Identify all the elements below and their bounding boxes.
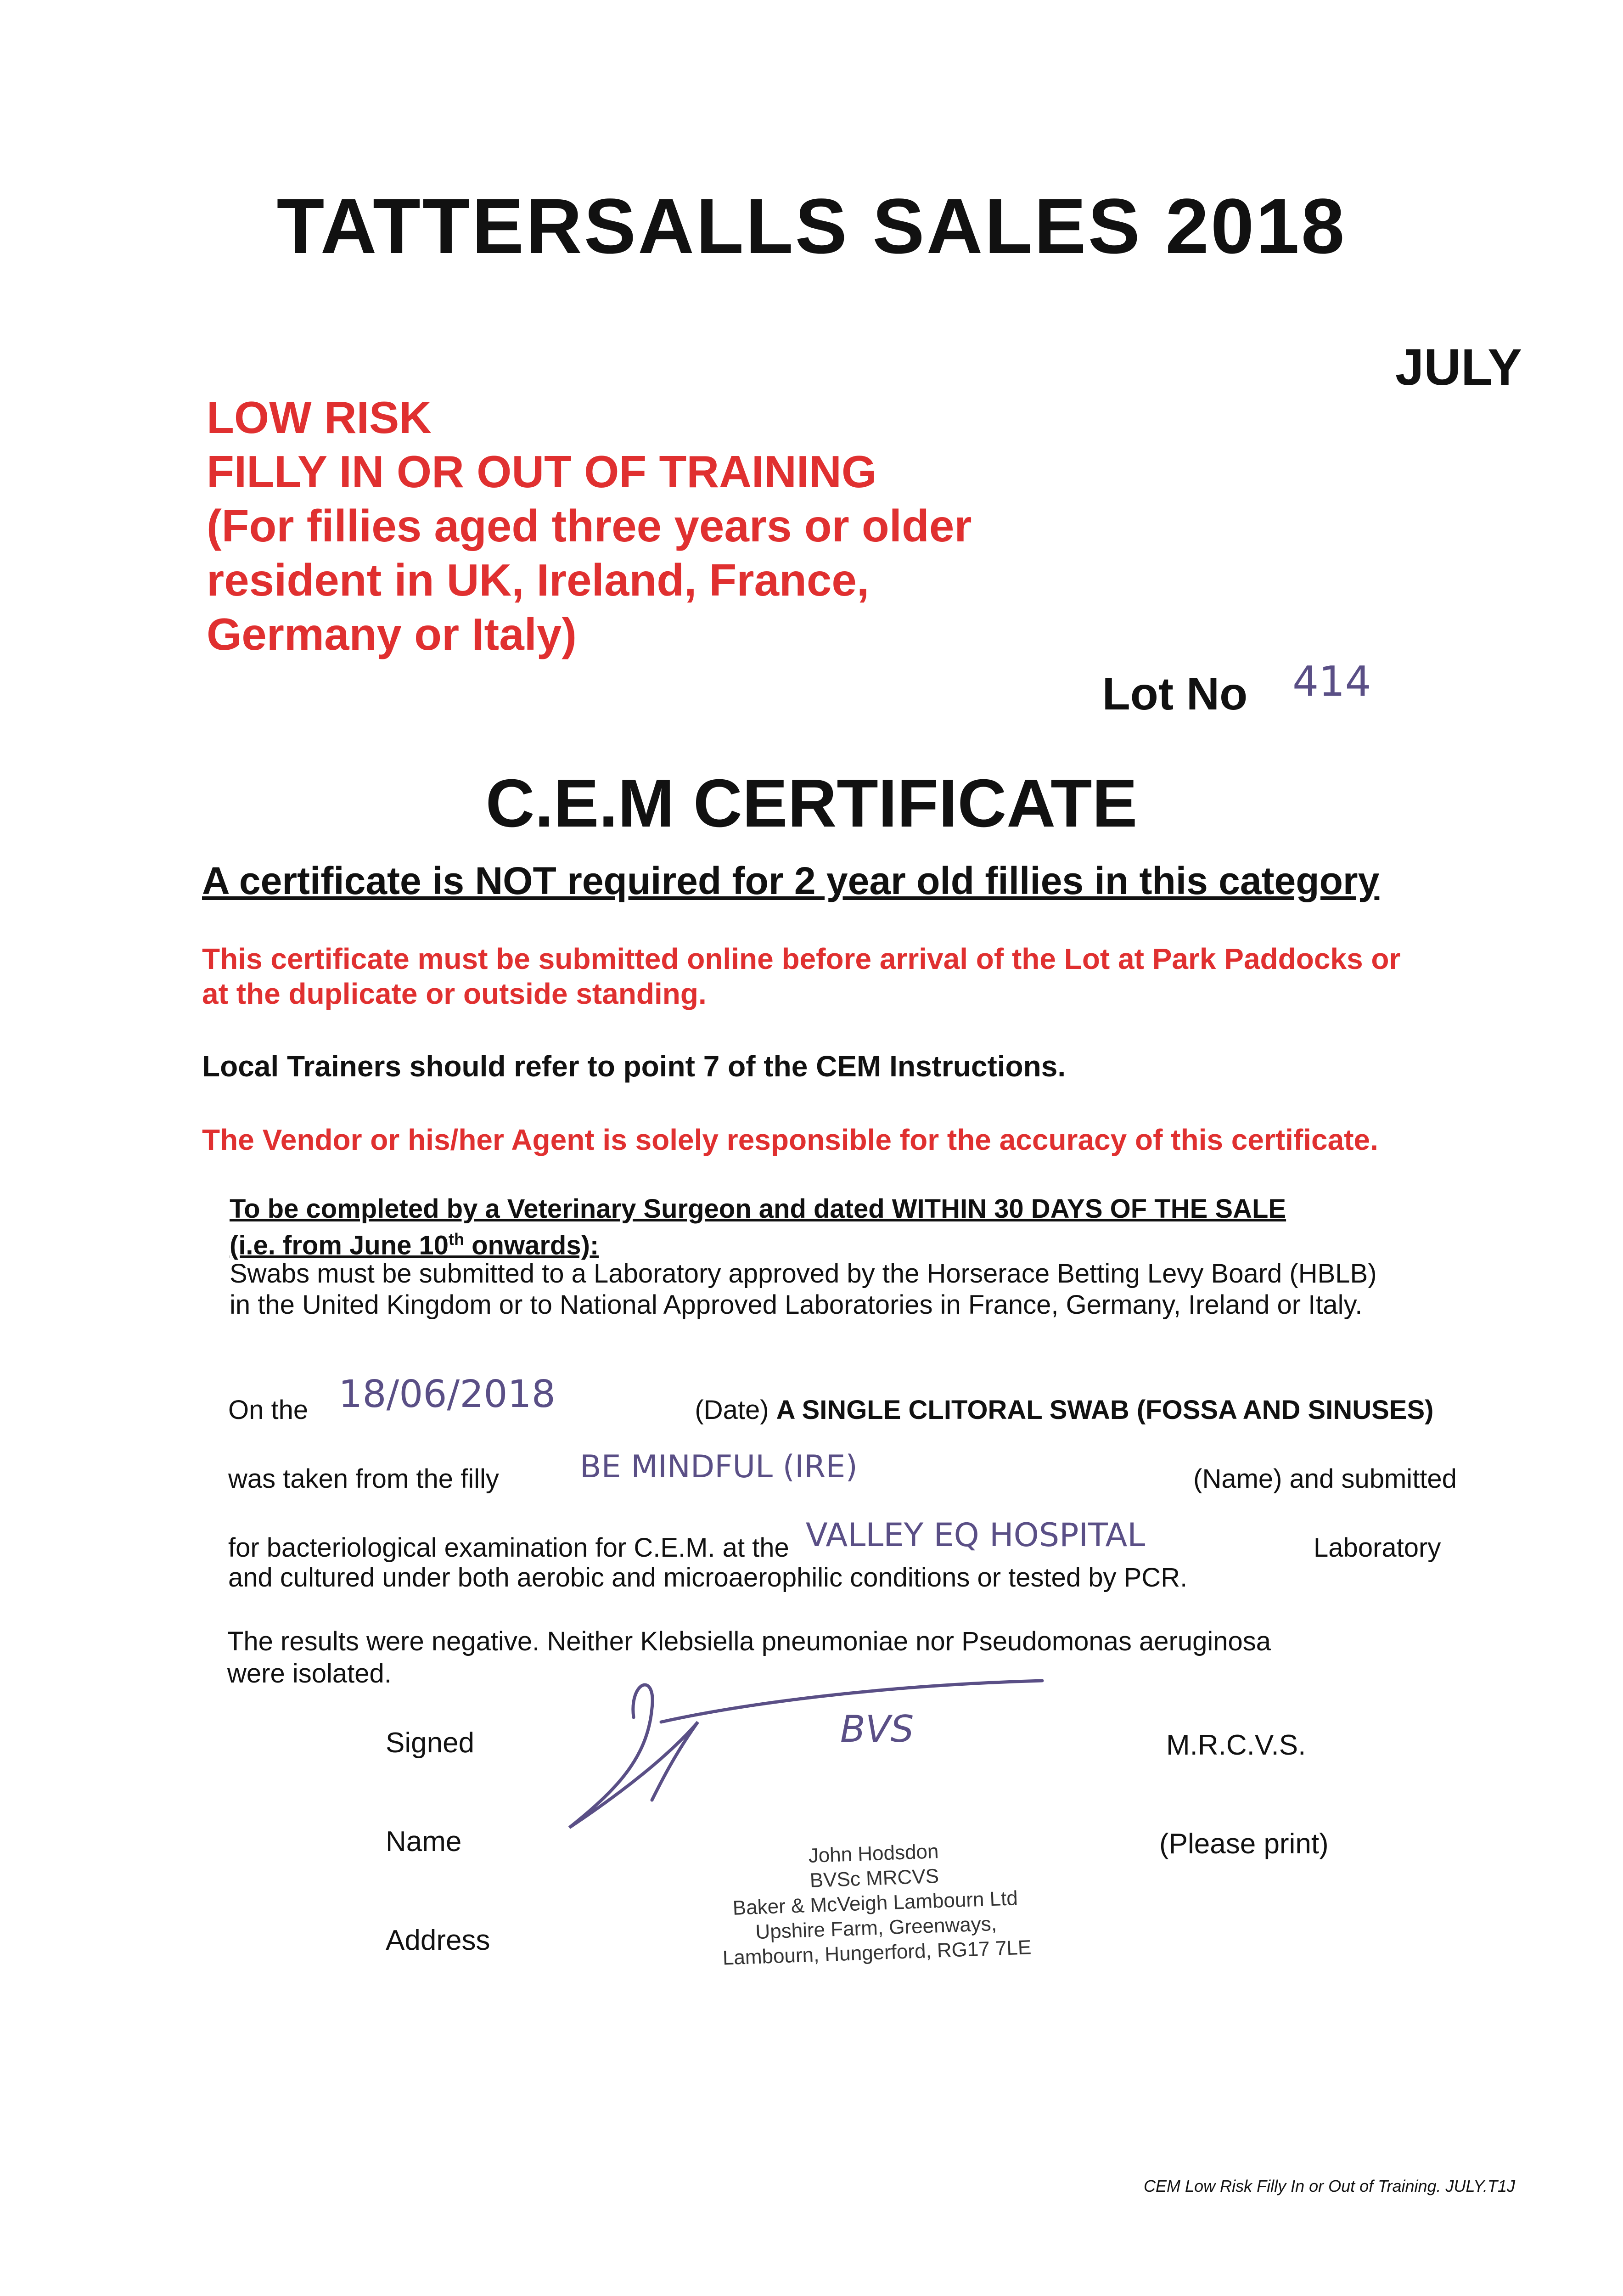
- swab-type: A SINGLE CLITORAL SWAB (FOSSA AND SINUSES): [776, 1395, 1434, 1425]
- laboratory-value: VALLEY EQ HOSPITAL: [805, 1516, 1146, 1554]
- swab-line: in the United Kingdom or to National Approved Laboratories in France, Germany, Ireland or Italy.: [230, 1290, 1363, 1320]
- category-block: [207, 390, 972, 661]
- stamp-line: Lambourn, Hungerford, RG17 7LE: [722, 1936, 1032, 1970]
- laboratory-label: Laboratory: [1314, 1533, 1441, 1563]
- vet-heading-line: (i.e. from June 10th onwards):: [230, 1230, 599, 1261]
- vet-practice-stamp: [719, 1836, 1032, 1970]
- not-required-notice: A certificate is NOT required for 2 year old fillies in this category: [202, 859, 1380, 902]
- stamp-line: Baker & McVeigh Lambourn Ltd: [732, 1887, 1018, 1919]
- submission-notice: [202, 941, 1400, 1011]
- date-field[interactable]: [315, 1373, 687, 1419]
- date-label: (Date): [695, 1395, 769, 1425]
- results-line: were isolated.: [227, 1659, 392, 1688]
- laboratory-row: [228, 1516, 1441, 1563]
- filly-name-value: BE MINDFUL (IRE): [580, 1449, 858, 1485]
- category-line: FILLY IN OR OUT OF TRAINING: [207, 446, 877, 497]
- address-label: Address: [386, 1925, 490, 1956]
- signature-initials: BVS: [840, 1708, 914, 1750]
- sale-month: JULY: [1395, 338, 1522, 396]
- taken-from-label: was taken from the filly: [228, 1464, 499, 1494]
- cultured-text: and cultured under both aerobic and microaerophilic conditions or tested by PCR.: [228, 1563, 1188, 1593]
- stamp-line: John Hodsdon: [808, 1840, 939, 1868]
- vet-heading-line: To be completed by a Veterinary Surgeon and dated WITHIN 30 DAYS OF THE SALE: [230, 1194, 1286, 1224]
- category-line: Germany or Italy): [207, 609, 577, 659]
- vet-section-heading: [230, 1194, 1286, 1261]
- please-print-label: (Please print): [1159, 1828, 1329, 1860]
- category-line: resident in UK, Ireland, France,: [207, 555, 870, 605]
- name-submitted-label: (Name) and submitted: [1193, 1464, 1457, 1494]
- signature-mark: [560, 1653, 1074, 1846]
- on-the-label: On the: [228, 1395, 309, 1425]
- lot-label: Lot No: [1102, 668, 1248, 720]
- swab-line: Swabs must be submitted to a Laboratory approved by the Horserace Betting Levy Board (HBLB): [230, 1259, 1377, 1289]
- local-trainers-notice: Local Trainers should refer to point 7 of the CEM Instructions.: [202, 1050, 1066, 1083]
- date-value: 18/06/2018: [338, 1373, 556, 1416]
- dotted-leader: [574, 2046, 1318, 2057]
- category-line: (For fillies aged three years or older: [207, 501, 972, 551]
- form-reference-code: CEM Low Risk Filly In or Out of Training. JULY.T1J: [1144, 2177, 1515, 2195]
- category-line: LOW RISK: [207, 392, 432, 443]
- address-line-2[interactable]: [574, 1979, 1318, 2007]
- signed-label: Signed: [386, 1727, 475, 1759]
- dotted-leader: [574, 1996, 1318, 2007]
- stamp-line: Upshire Farm, Greenways,: [755, 1912, 997, 1944]
- lot-number-field: [1102, 658, 1517, 720]
- lot-number-value: 414: [1292, 658, 1371, 706]
- stamp-line: BVSc MRCVS: [809, 1865, 939, 1892]
- lot-number-line: [1260, 658, 1517, 709]
- submission-line: This certificate must be submitted online before arrival of the Lot at Park Paddocks or: [202, 942, 1401, 975]
- filly-name-field[interactable]: [506, 1449, 1186, 1488]
- results-line: The results were negative. Neither Klebsiella pneumoniae nor Pseudomonas aeruginosa: [227, 1626, 1271, 1656]
- date-row: [228, 1373, 1434, 1425]
- laboratory-field[interactable]: [797, 1516, 1306, 1557]
- page-title: TATTERSALLS SALES 2018: [276, 183, 1347, 270]
- certificate-title: C.E.M CERTIFICATE: [485, 765, 1138, 841]
- swab-requirements: [230, 1258, 1377, 1321]
- filly-row: [228, 1449, 1457, 1494]
- submission-line: at the duplicate or outside standing.: [202, 977, 707, 1010]
- vendor-responsibility-notice: The Vendor or his/her Agent is solely responsible for the accuracy of this certificate.: [202, 1123, 1378, 1156]
- mrcvs-label: M.R.C.V.S.: [1166, 1729, 1306, 1761]
- name-label: Name: [386, 1826, 462, 1857]
- examination-label: for bacteriological examination for C.E.M. at the: [228, 1533, 789, 1563]
- address-line-3[interactable]: [574, 2030, 1318, 2057]
